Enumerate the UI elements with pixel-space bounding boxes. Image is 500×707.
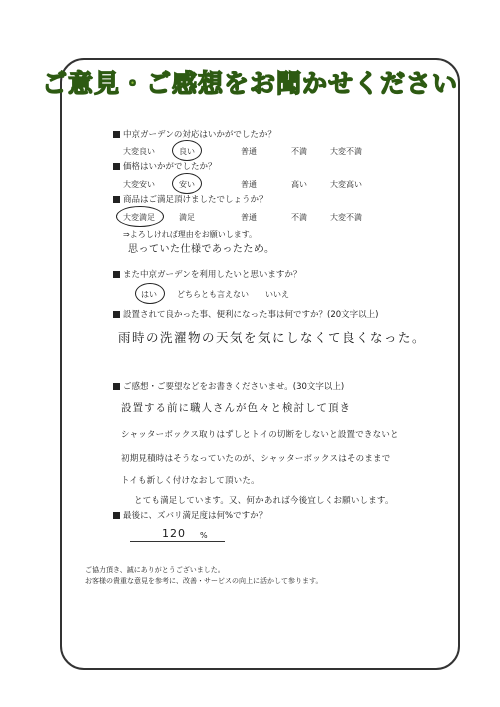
q6-answer-line-3[interactable]: 初期見積時はそうなっていたのが、シャッターボックスはそのままで: [121, 454, 391, 464]
q2-option-5[interactable]: 大変高い: [330, 180, 362, 189]
form-title: ご意見・ご感想をお聞かせください: [41, 69, 458, 98]
question-6-label: ご感想・ご要望などをお書きくださいませ。(30文字以上): [123, 382, 345, 392]
q2-option-2[interactable]: 安い: [179, 180, 195, 189]
question-7: [113, 509, 267, 521]
q1-option-4[interactable]: 不満: [291, 147, 307, 156]
q2-option-4[interactable]: 高い: [291, 180, 307, 189]
question-2: [113, 160, 217, 172]
footer-note: お客様の貴重な意見を参考に、改善・サービスの向上に活かして参ります。: [85, 577, 323, 585]
question-5-label: 設置されて良かった事、便利になった事は何ですか？(20文字以上): [123, 310, 379, 320]
q3-option-2[interactable]: 満足: [179, 213, 195, 222]
question-2-label: 価格はいかがでしたか？: [123, 162, 217, 172]
question-4: [113, 268, 301, 280]
bullet-square-icon: [113, 271, 120, 278]
q5-answer[interactable]: 雨時の洗濯物の天気を気にしなくて良くなった。: [118, 330, 427, 345]
question-3-label: 商品はご満足頂けましたでしょうか？: [123, 195, 268, 205]
q3-option-1[interactable]: 大変満足: [123, 213, 155, 222]
q1-option-2[interactable]: 良い: [179, 147, 195, 156]
q6-answer-line-5[interactable]: とても満足しています。又、何かあれば今後宜しくお願いします。: [134, 496, 394, 506]
question-1-label: 中京ガーデンの対応はいかがでしたか？: [123, 130, 276, 140]
question-4-label: また中京ガーデンを利用したいと思いますか？: [123, 270, 302, 280]
satisfaction-unit: %: [200, 531, 208, 540]
q2-option-1[interactable]: 大変安い: [123, 180, 155, 189]
satisfaction-value[interactable]: 120: [162, 527, 186, 540]
q4-selected-circle: [135, 283, 165, 304]
q3-reason-answer[interactable]: 思っていた仕様であったため。: [128, 244, 275, 255]
question-6: [113, 380, 344, 392]
q6-answer-line-4[interactable]: トイも新しく付けなおして頂いた。: [121, 476, 260, 486]
bullet-square-icon: [113, 196, 120, 203]
q1-option-1[interactable]: 大変良い: [123, 147, 155, 156]
bullet-square-icon: [113, 311, 120, 318]
q4-option-3[interactable]: いいえ: [265, 290, 289, 299]
bullet-square-icon: [113, 131, 120, 138]
q2-option-3[interactable]: 普通: [241, 180, 257, 189]
q3-selected-circle: [116, 206, 164, 227]
question-3: [113, 193, 268, 205]
q3-option-5[interactable]: 大変不満: [330, 213, 362, 222]
q3-option-4[interactable]: 不満: [291, 213, 307, 222]
q4-option-1[interactable]: はい: [141, 290, 157, 299]
footer-thanks: ご協力頂き、誠にありがとうございました。: [85, 566, 225, 574]
bullet-square-icon: [113, 383, 120, 390]
q6-answer-line-1[interactable]: 設置する前に職人さんが色々と検討して頂き: [121, 402, 351, 414]
q4-option-2[interactable]: どちらとも言えない: [177, 290, 249, 299]
q3-option-3[interactable]: 普通: [241, 213, 257, 222]
q1-option-3[interactable]: 普通: [241, 147, 257, 156]
q3-reason-prompt: ⇒よろしければ理由をお願いします。: [123, 230, 258, 239]
question-5: [113, 308, 378, 320]
bullet-square-icon: [113, 512, 120, 519]
q1-selected-circle: [172, 140, 202, 161]
q2-selected-circle: [172, 173, 202, 194]
question-7-label: 最後に、ズバリ満足度は何%ですか？: [123, 511, 268, 521]
q6-answer-line-2[interactable]: シャッターボックス取りはずしとトイの切断をしないと設置できないと: [121, 430, 399, 440]
q1-option-5[interactable]: 大変不満: [330, 147, 362, 156]
question-1: [113, 128, 276, 140]
satisfaction-underline: [130, 541, 225, 542]
bullet-square-icon: [113, 163, 120, 170]
